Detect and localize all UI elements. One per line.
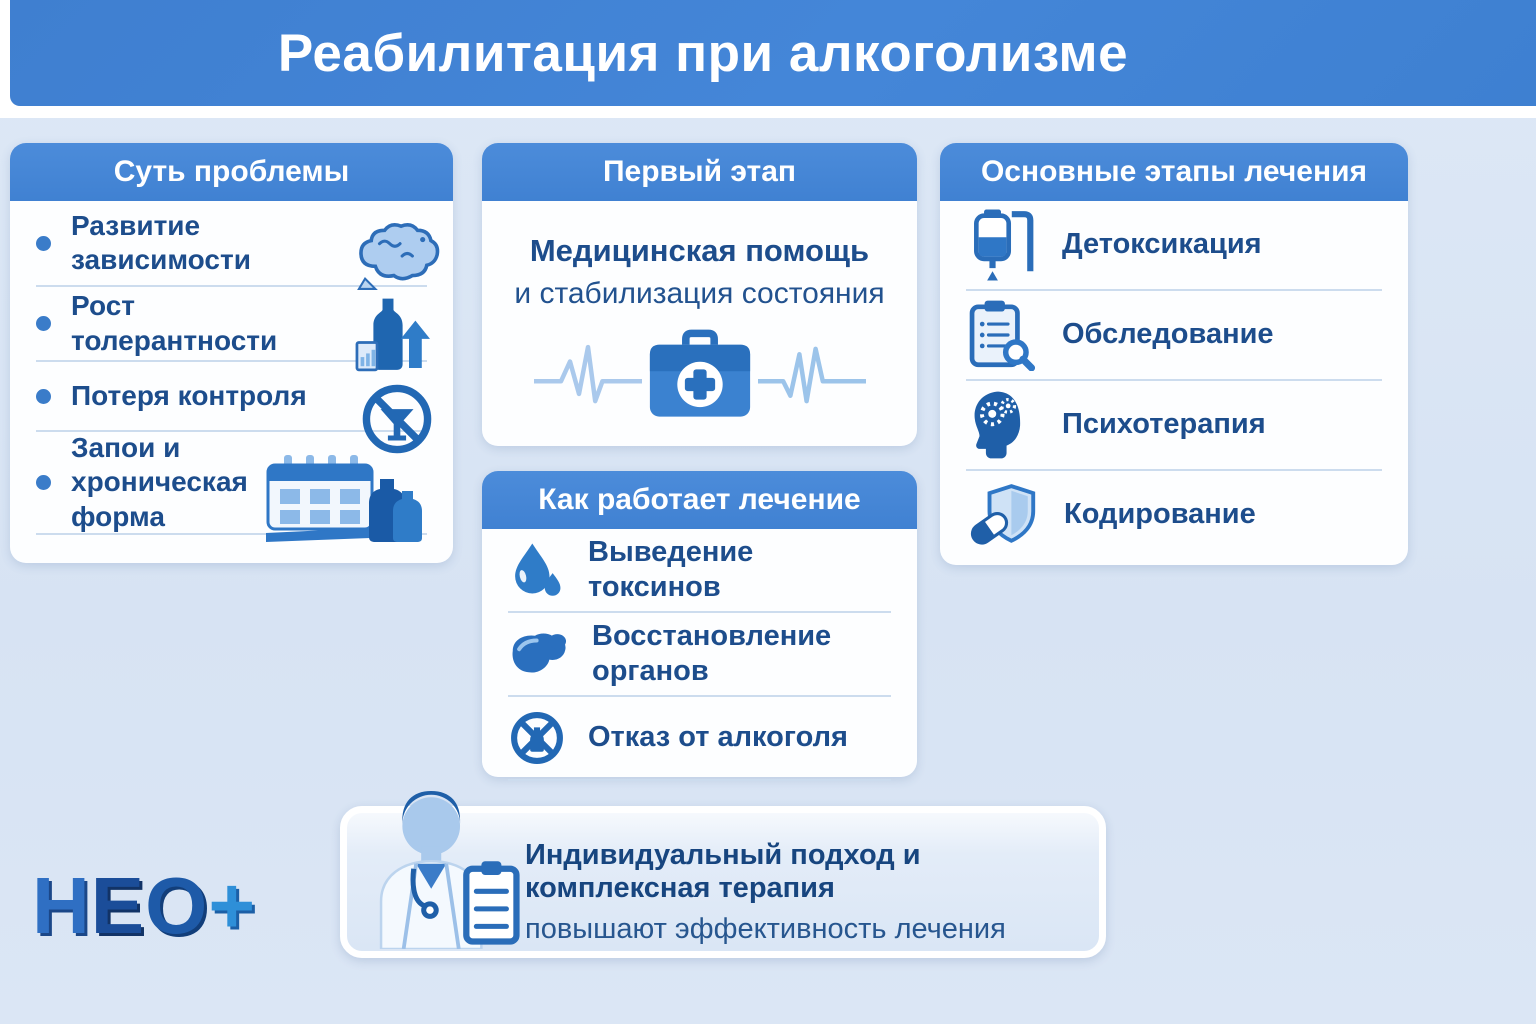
problem-item-label: Потеря контроля [71, 379, 307, 411]
problem-item-label: Рост толерантности [71, 290, 278, 356]
problem-item-label: Запои и хроническая форма [71, 432, 248, 532]
bullet-icon [36, 236, 51, 251]
logo [32, 861, 257, 950]
first-stage-line2: и стабилизация состояния [514, 277, 885, 310]
calendar-bottles-icon [262, 449, 424, 545]
psychotherapy-icon [970, 388, 1032, 462]
bullet-icon [36, 389, 51, 404]
banner-line1: Индивидуальный подход и комплексная терапия [525, 839, 921, 904]
list-item [508, 697, 891, 781]
iv-drip-icon [968, 208, 1034, 282]
card-stages-header [940, 143, 1408, 201]
problem-item-label: Развитие зависимости [71, 209, 251, 275]
list-item [508, 613, 891, 697]
banner-line2: повышают эффективность лечения [525, 913, 1006, 945]
logo-letter: Н [32, 861, 91, 950]
list-item [966, 381, 1382, 471]
treatment-item-label: Отказ от алкоголя [588, 721, 848, 754]
card-problem-title: Суть проблемы [113, 155, 350, 188]
bullet-icon [36, 475, 51, 490]
card-stages [940, 143, 1408, 565]
no-drinking-icon [508, 709, 566, 767]
bottle-arrow-icon [342, 295, 434, 379]
card-problem-header [10, 143, 453, 201]
clipboard-search-icon [967, 299, 1035, 371]
treatment-item-label: Выведение токсинов [588, 535, 754, 603]
stage-item-label: Кодирование [1064, 498, 1256, 531]
card-stages-title: Основные этапы лечения [980, 155, 1368, 188]
ekg-line-icon [534, 336, 642, 414]
drops-icon [512, 539, 562, 601]
doctor-icon [361, 791, 529, 949]
logo-letter: О [145, 861, 209, 950]
bullet-icon [36, 316, 51, 331]
treatment-item-label: Восстановление органов [592, 619, 832, 687]
banner [340, 806, 1106, 958]
stage-item-label: Обследование [1062, 318, 1274, 351]
list-item [508, 529, 891, 613]
card-problem [10, 143, 453, 563]
logo-letter: Е [90, 861, 146, 950]
brain-icon [348, 219, 448, 291]
card-treatment-title: Как работает лечение [538, 483, 861, 516]
page-title: Реабилитация при алкоголизме [277, 23, 1129, 83]
card-first-stage-title: Первый этап [602, 155, 797, 188]
first-stage-line1: Медицинская помощь [529, 233, 870, 268]
liver-icon [508, 629, 570, 679]
shield-pill-icon [966, 483, 1038, 547]
list-item [966, 471, 1382, 559]
header [0, 0, 1536, 118]
list-item [966, 291, 1382, 381]
stage-item-label: Детоксикация [1062, 228, 1262, 261]
stage-item-label: Психотерапия [1062, 408, 1266, 441]
card-treatment [482, 471, 917, 777]
card-first-stage [482, 143, 917, 446]
card-treatment-header [482, 471, 917, 529]
ekg-line-icon [758, 336, 866, 414]
card-first-stage-header [482, 143, 917, 201]
no-alcohol-icon [358, 381, 436, 457]
logo-plus-icon: + [208, 861, 257, 950]
list-item [966, 201, 1382, 291]
medkit-icon [648, 329, 752, 421]
header-band [10, 0, 1536, 106]
